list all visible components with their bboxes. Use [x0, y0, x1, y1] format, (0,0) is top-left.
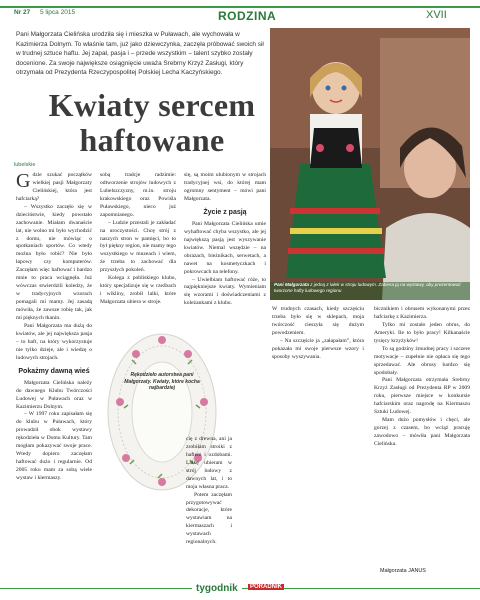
article-title: Kwiaty sercem haftowane [48, 87, 256, 158]
col3-para-3: – Uwielbiam haftować róże, to najpiękniejsze kwiaty. Wymieniam się wzorami i doświadczeniami z koleżankami z klubu. [184, 276, 266, 307]
col4-para-4: Pani Małgorzata otrzymała Srebrny Krzyż Zasługi od Prezydenta RP w 2009 roku, pierwsze miejsce w konkursie hafciarskim oraz nagrodę na Kiermaszu Sztuki Ludowej. [374, 377, 470, 416]
col2-para-1: sobą tradcje radzimie: odtworzenie strojów ludowych z Lubelszczyzny, m.in. stroju krakowskiego oraz Powiśla Puławskiego, nieco już zapomnianego. [100, 172, 176, 218]
caption-text: z jedną z lalek w stroju ludowym. Zabiera ją na wystawy, aby prezentować tworzone hafty ludowego regionu [274, 282, 461, 293]
col1-para-4: Małgorzata Cielińska należy do dawnego Klubu Twórczości Ludowej w Puławach oraz w Kazimierzu Dolnym. [16, 379, 92, 410]
page-number: XVII [426, 9, 447, 21]
photo-caption [274, 282, 468, 293]
column-3 [184, 172, 266, 308]
col1-para-5: – W 1997 roku zapisałam się do klubu w Puławach, który prowadził obok wystawy rękodzieła w Domu Kultury. Tam mogłam pokazywać swoje prace. Wtedy dopiero zaczęłam haftować dużo i regularnie. Od 2005 roku mam za sobą wiele wystaw i kiermaszy. [16, 411, 92, 481]
section-title: RODZINA [218, 9, 277, 23]
col1-para-3: Pani Małgorzata ma dużą do kwiatów, ale jej największa pasja – to haft, na który wykorzystuje nie tylko dzieje, ale i wiedzę o ludowych strojach. [16, 322, 92, 361]
col4-para-3: To są godziny żmudnej pracy i szczere motywacje – zupełnie nie opłaca się tego sprzedawać. Ale obrusy bardzo się spodobały. [374, 345, 470, 376]
col2b-para-2: Potem zaczęłam przygotowywać dekoracje, które wystawiam na kiermaszach i wystawach regionalnych. [186, 491, 232, 546]
column-1 [16, 172, 92, 483]
col2b-para-1: cię z drewna, ani ja zrobiłam stroiki z haftem i ozdobami. Lalkę ubieram w strój ludowy z dawnych lat, i to moja własna praca. [186, 436, 232, 490]
col1-subheading: Pokażmy dawną wieś [18, 367, 90, 375]
col3-subheading: Życie z pasją [203, 208, 247, 216]
footer-logo: tygodnik [192, 583, 242, 594]
col4-para-2: Tylko mi zostało jeden obrus, do Ameryki. Ile to było pracy! Kilkanaście tysięcy krzyżyków! [374, 321, 470, 344]
col1-para-2: – Wszystko zaczęło się w dzieciństwie, kiedy powstało zachowanie. Miałam dwanaście lat, nie wolno mi było wychodzić z domu, nie mówiąc o spotkaniach sportów. Co wtedy można było robić? Nie było łapowy czy komputerów. Zaczęłam więc haftować i bardzo mnie to praca wciągnęła. Już wówczas stwierdzili koledzy, że w tradycyjnych wzorach pomagali mi mamy. Jej zasadą mówiła, że zawsze robię tak, jak mi pięknych tkanin. [16, 203, 92, 321]
issue-number: Nr 27 [14, 9, 31, 16]
page-header [0, 0, 480, 24]
issue-date: 5 lipca 2015 [40, 9, 76, 16]
col2-para-2: – Ludzie przestali je zakładać na uroczystości. Chcę strój z naszych stron w pamięci, bo to był piękny region, nie mamy tego wszystkiego w muzeach i wiem, że trzeba to zachować dla przyszłych pokoleń. [100, 219, 176, 274]
col3b-para-1: W trudnych czasach, kiedy szczęściu trzeba było się w sklepach, moja twórczość cieszyła się dużym powodzeniem. [272, 306, 364, 336]
page-footer [0, 580, 480, 600]
column-3b [272, 306, 364, 362]
drop-cap: G [16, 170, 31, 192]
caption-name: Pani Małgorzata [274, 282, 309, 287]
footer-logo-badge: PORADNIK [250, 584, 283, 590]
header-rule [0, 6, 480, 8]
article-region: lubelskie [14, 162, 36, 168]
doily-caption: Rękodzieło autorstwa pani Małgorzaty. Kwiaty, które kocha najbardziej [124, 372, 200, 391]
col4-para-5: Mam dużo pomysłów i chęci, ale gorzej z czasem, bo wciąż pracuję zawodowo – mówiła pani Małgorzata Cielińska. [374, 417, 470, 447]
col2-para-3: Kolega z pobliskiego klubu, który specjalizuje się w rzeźbach i wikliny, zrobił lalki, które Małgorzata ubiera w stroje. [100, 275, 176, 305]
col3b-para-2: – Na szczęście ja „załapałam”, która pokazała mi swoje pierwsze wzory i sposoby wyszywania. [272, 337, 364, 360]
col3-para-2: Pani Małgorzata Cielińska umie wyhaftować chyba wszystko, ale jej największą pasją jest wyszywanie kwiatów. Niemal wszędzie – na obrazach, bieżnikach, serwetach, a nawet na kosmetyczkach i pokrowcach na telefony. [184, 220, 266, 275]
lead-paragraph: Pani Małgorzata Cielińska urodziła się i mieszka w Puławach, ale wychowała w Kazimierza Dolnym. To właśnie tam, już jako dziewczynka, zaczęła próbować swoich sił w trudnej sztuce haftu. Jej zapał, pasja i – przede wszystkim – talent szybko zostały docenione. Za swoje największe osiągnięcie uważa Srebrny Krzyż Zasługi, który otrzymała od Prezydenta Rzeczypospolitej Polskiej Lecha Kaczyńskiego. [16, 31, 264, 77]
column-4 [374, 306, 470, 449]
col4-para-1: bicznikiem i obrusem wykonanymi przez hafciarkę z Kazimierza. [374, 306, 470, 320]
col1-para-1: dzie szukać początków wielkiej pasji Małgorzaty Cielińskiej, która jest hafciarką? [16, 172, 92, 202]
article-photo [270, 28, 470, 300]
column-2b [186, 436, 232, 547]
col3-para-1: się, są moim ulubionym w strojach tradycyjnej wsi, do której mam ogromny sentyment – mówi pani Małgorzata. [184, 172, 266, 202]
author-signature: Małgorzata JANUS [380, 568, 426, 574]
column-2 [100, 172, 176, 307]
